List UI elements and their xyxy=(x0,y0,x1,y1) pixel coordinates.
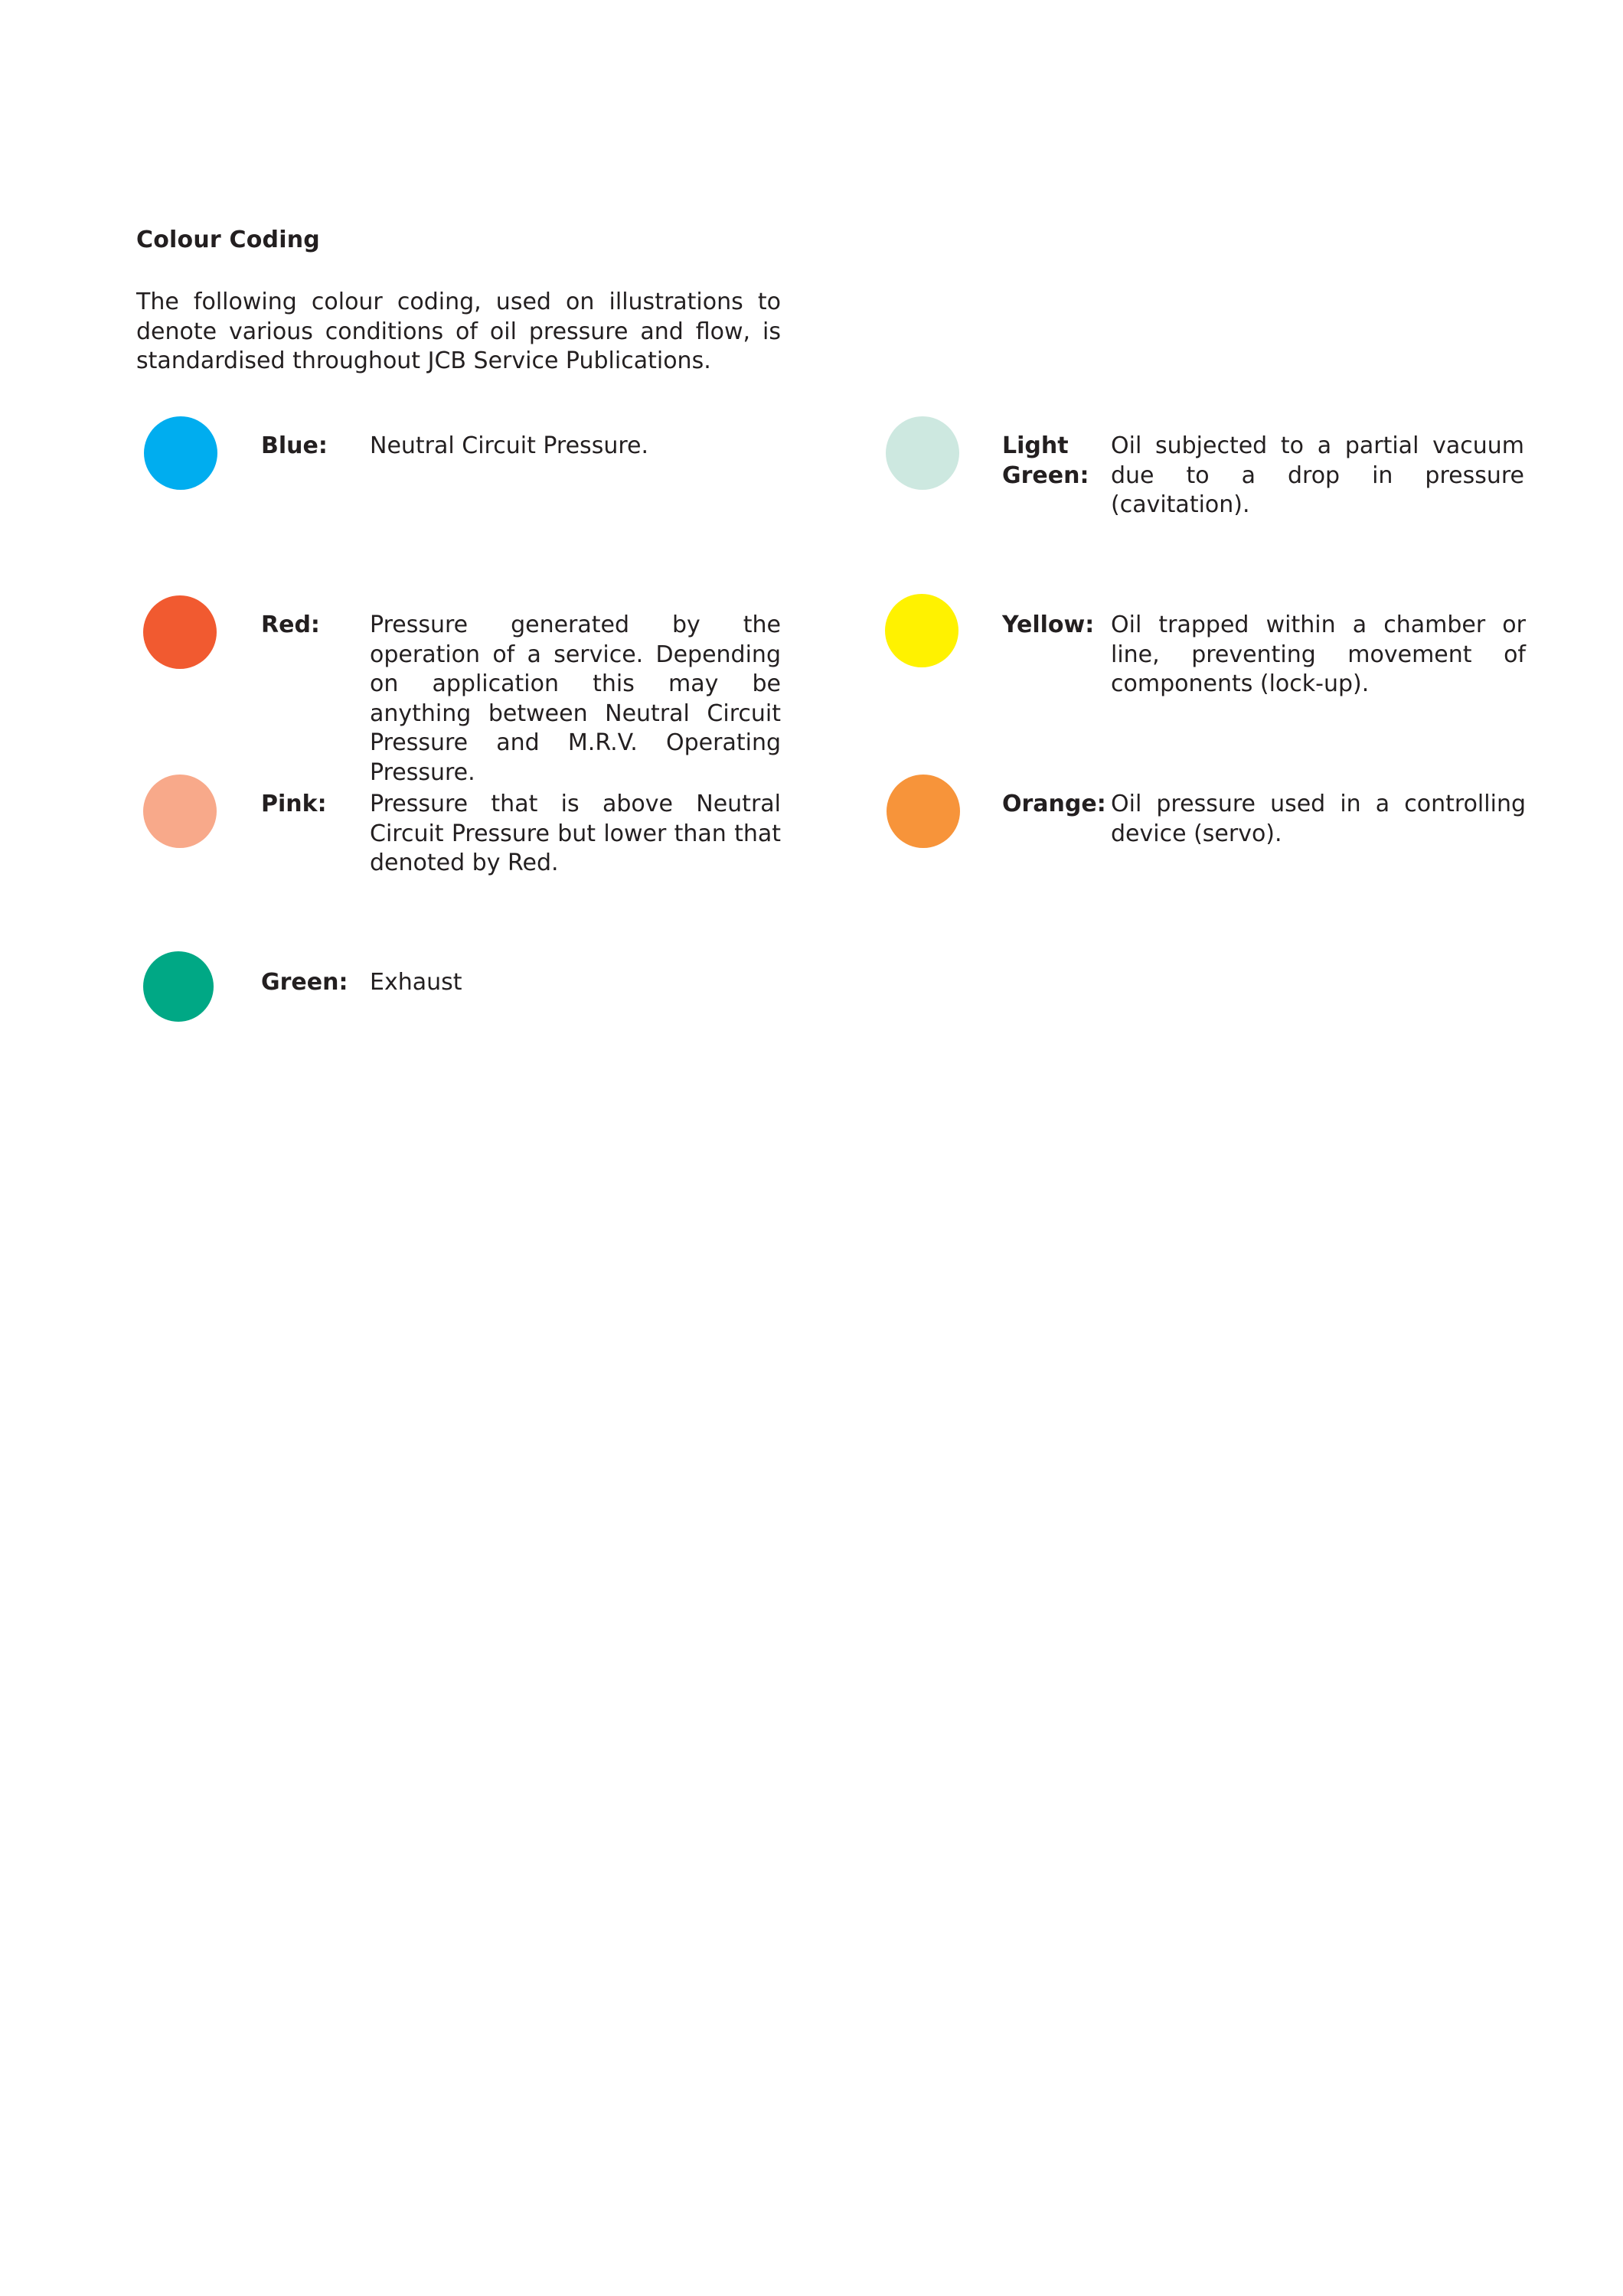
colour-description: Pressure that is above Neutral Circuit Pressure but lower than that denoted by Red. xyxy=(370,791,781,876)
intro-paragraph: The following colour coding, used on illustrations to denote various conditions of oil pressure and flow, is standardised throughout JCB Service Publications. xyxy=(136,289,781,374)
yellow-swatch-icon xyxy=(885,594,958,667)
green-swatch-icon xyxy=(143,951,214,1022)
colour-label: Orange: xyxy=(1002,791,1106,817)
colour-label: Green: xyxy=(261,969,348,996)
colour-description: Oil trapped within a chamber or line, preventing movement of components (lock-up). xyxy=(1111,612,1526,697)
colour-description: Pressure generated by the operation of a service. Depending on application this may be anything between Neutral Circuit Pressure and M.R.V. Operating Pressure. xyxy=(370,612,781,786)
colour-description: Oil subjected to a partial vacuum due to a drop in pressure (cavitation). xyxy=(1111,432,1524,518)
colour-label: Light Green: xyxy=(1002,432,1089,489)
colour-label: Pink: xyxy=(261,791,327,817)
colour-label: Yellow: xyxy=(1002,612,1095,638)
blue-swatch-icon xyxy=(144,416,217,490)
page-title: Colour Coding xyxy=(136,227,320,253)
colour-description: Exhaust xyxy=(370,969,462,996)
colour-label: Red: xyxy=(261,612,320,638)
colour-description: Neutral Circuit Pressure. xyxy=(370,432,648,459)
colour-description: Oil pressure used in a controlling device (servo). xyxy=(1111,791,1526,847)
colour-label: Blue: xyxy=(261,432,328,459)
orange-swatch-icon xyxy=(887,775,960,848)
red-swatch-icon xyxy=(143,595,217,669)
pink-swatch-icon xyxy=(143,775,217,848)
light-green-swatch-icon xyxy=(886,416,959,490)
